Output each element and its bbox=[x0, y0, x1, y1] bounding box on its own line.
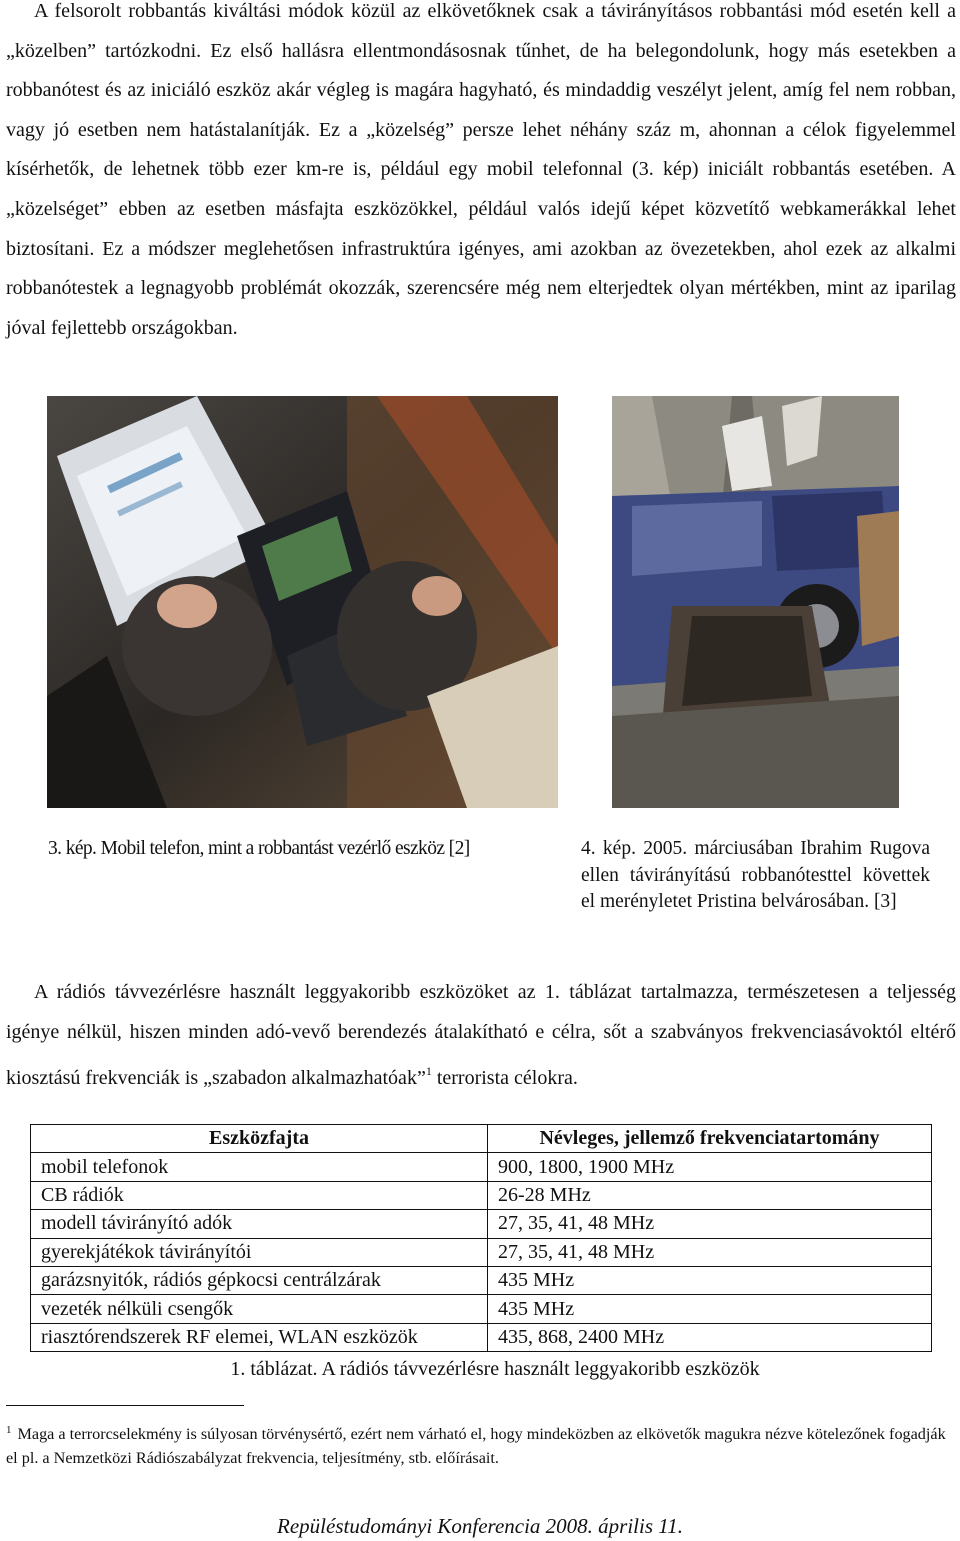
column-header-device-type: Eszközfajta bbox=[31, 1125, 488, 1153]
table-row bbox=[31, 1181, 932, 1209]
device-type-cell: mobil telefonok bbox=[31, 1153, 488, 1181]
table-row bbox=[31, 1266, 932, 1294]
car-bomb-aftermath-photo bbox=[612, 396, 899, 808]
mobile-phone-detonator-photo bbox=[47, 396, 558, 808]
device-type-cell: gyerekjátékok távirányítói bbox=[31, 1238, 488, 1266]
device-type-cell: riasztórendszerek RF elemei, WLAN eszközök bbox=[31, 1323, 488, 1351]
table-header-row bbox=[31, 1125, 932, 1153]
body-paragraph-2 bbox=[6, 973, 956, 1099]
device-type-cell: CB rádiók bbox=[31, 1181, 488, 1209]
footnote-text: Maga a terrorcselekmény is súlyosan törvénysértő, ezért nem várható el, hogy mindeközben az elkövetők magukra nézve kötelezőnek fogadják el pl. a Nemzetközi Rádiószabályzat frekvencia, teljesítmény, stb. előírásait. bbox=[6, 1425, 946, 1467]
table-row bbox=[31, 1295, 932, 1323]
table-caption: 1. táblázat. A rádiós távvezérlésre használt leggyakoribb eszközök bbox=[230, 1358, 760, 1380]
frequency-cell: 435 MHz bbox=[488, 1266, 932, 1294]
frequency-table bbox=[30, 1124, 932, 1352]
device-type-cell: vezeték nélküli csengők bbox=[31, 1295, 488, 1323]
frequency-cell: 26-28 MHz bbox=[488, 1181, 932, 1209]
page-footer: Repüléstudományi Konferencia 2008. április 11. bbox=[277, 1514, 683, 1538]
table-row bbox=[31, 1210, 932, 1238]
frequency-cell: 900, 1800, 1900 MHz bbox=[488, 1153, 932, 1181]
paragraph-2-text: A rádiós távvezérlésre használt leggyakoribb eszközöket az 1. táblázat tartalmazza, természetesen a teljesség igénye nélkül, hiszen minden adó-vevő berendezés átalakítható e célra, sőt a szabványos frekvenciasávoktól eltérő kiosztású frekvenciák is „szabadon alkalmazhatóak” bbox=[6, 981, 956, 1090]
footnote-number: 1 bbox=[6, 1424, 12, 1436]
frequency-cell: 435 MHz bbox=[488, 1295, 932, 1323]
footnote bbox=[6, 1418, 956, 1470]
frequency-cell: 27, 35, 41, 48 MHz bbox=[488, 1210, 932, 1238]
frequency-cell: 27, 35, 41, 48 MHz bbox=[488, 1238, 932, 1266]
frequency-cell: 435, 868, 2400 MHz bbox=[488, 1323, 932, 1351]
table-row bbox=[31, 1323, 932, 1351]
footnote-divider bbox=[6, 1405, 244, 1406]
table-row bbox=[31, 1153, 932, 1181]
figure-4-caption: 4. kép. 2005. márciusában Ibrahim Rugova ellen távirányítású robbanótesttel követtek el merényletet Pristina belvárosában. [3] bbox=[581, 838, 930, 912]
column-header-frequency-range: Névleges, jellemző frekvenciatartomány bbox=[488, 1125, 932, 1153]
footnote-reference: 1 bbox=[425, 1064, 432, 1079]
paragraph-2-text-end: terrorista célokra. bbox=[431, 1067, 578, 1090]
device-type-cell: garázsnyitók, rádiós gépkocsi centrálzárak bbox=[31, 1266, 488, 1294]
table-row bbox=[31, 1238, 932, 1266]
body-paragraph-1: A felsorolt robbantás kiváltási módok közül az elkövetőknek csak a távirányításos robbantási mód esetén kell a „közelben” tartózkodni. Ez első hallásra ellentmondásosnak tűnhet, de ha belegondolunk, hogy más esetekben a robbanótest és az iniciáló eszköz akár végleg is magára hagyható, és mindaddig veszélyt jelent, amíg fel nem robban, vagy jó esetben nem hatástalanítják. Ez a „közelség” persze lehet néhány száz m, ahonnan a célok figyelemmel kísérhetők, de lehetnek több ezer km-re is, például egy mobil telefonnal (3. kép) iniciált robbantás esetében. A „közelséget” ebben az esetben másfajta eszközökkel, például valós idejű képet közvetítő webkamerákkal lehet biztosítani. Ez a módszer meglehetősen infrastruktúra igényes, ami azokban az övezetekben, ahol ezek az alkalmi robbanótestek a legnagyobb problémát okozzák, szerencsére még nem elterjedtek olyan mértékben, mint az iparilag jóval fejlettebb országokban. bbox=[6, 0, 956, 339]
figure-3-caption: 3. kép. Mobil telefon, mint a robbantást vezérlő eszköz [2] bbox=[48, 838, 470, 859]
device-type-cell: modell távirányító adók bbox=[31, 1210, 488, 1238]
